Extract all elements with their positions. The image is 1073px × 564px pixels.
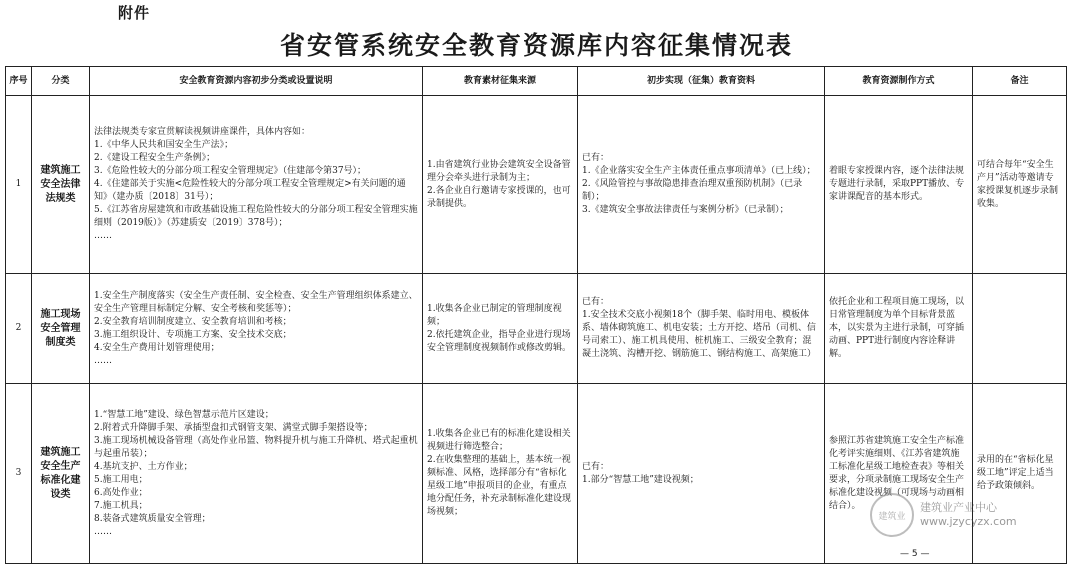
table-header-row [6, 67, 1067, 96]
materials-line: 已有： [582, 461, 610, 472]
row-num: 1 [6, 96, 32, 274]
attachment-label: 附件 [118, 4, 151, 22]
materials-line: 2.《风险管控与事故隐患排查治理双重预防机制》（已录制）； [582, 179, 803, 202]
row-category: 建筑施工安全生产标准化建设类 [32, 384, 90, 564]
col-header-source: 教育素材征集来源 [423, 67, 578, 96]
source-line: 2.依托建筑企业，指导企业进行现场安全管理制度视频制作或修改剪辑。 [427, 329, 572, 353]
materials-line: 已有： [582, 153, 610, 163]
materials-line: 3.《建筑安全事故法律责任与案例分析》（已录制）； [582, 205, 789, 215]
row-num: 3 [6, 384, 32, 564]
watermark-logo-icon: 建筑业 [870, 493, 914, 537]
row-source [423, 96, 578, 274]
row-method: 参照江苏省建筑施工安全生产标准化考评实施细则、《江苏省建筑施工标准化星级工地检查表》等相关要求，分项录制施工现场安全生产标准化建设视频（可现场与动画相结合）。 [825, 384, 973, 564]
table-row [6, 96, 1067, 274]
description-line: 3.《危险性较大的分部分项工程安全管理规定》（住建部令第37号）； [94, 166, 367, 176]
table-row [6, 274, 1067, 384]
row-method: 着眼专家授课内容，逐个法律法规专题进行录制，采取PPT播放、专家讲课配音的基本形式。 [825, 96, 973, 274]
page-title: 省安管系统安全教育资源库内容征集情况表 [279, 31, 793, 60]
row-num: 2 [6, 274, 32, 384]
description-line: 法律法规类专家宣贯解读视频讲座课件，具体内容如： [94, 127, 311, 137]
description-line: …… [94, 231, 112, 241]
row-category: 建筑施工安全法律法规类 [32, 96, 90, 274]
materials-line: 1.《企业落实安全生产主体责任重点事项清单》（已上线）； [582, 166, 816, 176]
source-line: 1.由省建筑行业协会建筑安全设备管理分会牵头进行录制为主； [427, 159, 571, 183]
description-line: 6.高处作业； [94, 487, 148, 498]
row-method: 依托企业和工程项目施工现场，以日常管理制度为单个目标背景蓝本，以实景为主进行录制，可穿插动画、PPT进行制度内容诠释讲解。 [825, 274, 973, 384]
source-line: 2.各企业自行邀请专家授课的，也可录制提供。 [427, 185, 571, 209]
source-line: 2.在收集整理的基础上，基本统一视频标准、风格，选择部分有“省标化星级工地”申报项目的企业，有重点地分配任务，补充录制标准化建设现场视频； [427, 455, 572, 517]
description-line: 1.安全生产制度落实（安全生产责任制、安全检查、安全生产管理组织体系建立、安全生产管理目标制定分解、安全考核和奖惩等）； [94, 290, 418, 314]
row-materials [578, 96, 825, 274]
description-line: 2.《建设工程安全生产条例》； [94, 153, 216, 163]
watermark [870, 490, 1060, 540]
materials-line: 1.安全技术交底小视频18个（脚手架、临时用电、模板体系、墙体砌筑施工、机电安装；土方开挖、塔吊（司机、信号司索工）、施工机具使用、桩机施工、三级安全教育；混凝土浇筑、沟槽开挖、钢筋施工、钢结构施工、高架施工） [582, 310, 817, 359]
materials-line: 1.部分“智慧工地”建设视频； [582, 474, 699, 485]
description-line: 1.“智慧工地”建设、绿色智慧示范片区建设； [94, 409, 274, 420]
description-line: 4.安全生产费用计划管理使用； [94, 342, 220, 353]
row-materials [578, 384, 825, 564]
col-header-materials: 初步实现（征集）教育资料 [578, 67, 825, 96]
watermark-name: 建筑业产业中心 [920, 501, 997, 514]
description-line: 5.施工用电； [94, 474, 148, 485]
page-number: — 5 — [900, 549, 930, 559]
description-line: 4.基坑支护、土方作业； [94, 461, 193, 472]
col-header-description: 安全教育资源内容初步分类或设置说明 [90, 67, 423, 96]
row-materials [578, 274, 825, 384]
col-header-num: 序号 [6, 67, 32, 96]
description-line: 3.施工组织设计、专项施工方案、安全技术交底； [94, 329, 292, 340]
source-line: 1.收集各企业已有的标准化建设相关视频进行筛选整合； [427, 429, 571, 452]
col-header-category: 分类 [32, 67, 90, 96]
description-line: 5.《江苏省房屋建筑和市政基础设施工程危险性较大的分部分项工程安全管理实施细则（2019版）》（苏建质安〔2019〕378号）； [94, 205, 418, 228]
description-line: 1.《中华人民共和国安全生产法》； [94, 140, 234, 150]
row-remark [973, 274, 1067, 384]
description-line: 8.装备式建筑质量安全管理； [94, 513, 211, 524]
row-source [423, 274, 578, 384]
row-source [423, 384, 578, 564]
col-header-method: 教育资源制作方式 [825, 67, 973, 96]
row-remark: 可结合每年“安全生产月”活动等邀请专家授课复机逐步录制收集。 [973, 96, 1067, 274]
description-line: 3.施工现场机械设备管理（高处作业吊篮、物料提升机与施工升降机、塔式起重机与起重吊装）； [94, 435, 418, 459]
description-line: …… [94, 526, 112, 537]
source-line: 1.收集各企业已制定的管理制度视频； [427, 303, 562, 327]
row-remark: 录用的在“省标化星级工地”评定上适当给予政策倾斜。 [973, 384, 1067, 564]
description-line: 2.附着式升降脚手架、承插型盘扣式钢管支架、满堂式脚手架搭设等； [94, 422, 373, 433]
description-line: 2.安全教育培训制度建立、安全教育培训和考核； [94, 316, 292, 327]
description-line: …… [94, 355, 112, 366]
watermark-url: www.jzycyzx.com [920, 515, 1017, 528]
row-description [90, 384, 423, 564]
row-description [90, 96, 423, 274]
row-category: 施工现场安全管理制度类 [32, 274, 90, 384]
materials-line: 已有： [582, 297, 610, 307]
row-description [90, 274, 423, 384]
col-header-remark: 备注 [973, 67, 1067, 96]
description-line: 7.施工机具； [94, 500, 148, 511]
description-line: 4.《住建部关于实施<危险性较大的分部分项工程安全管理规定>有关问题的通知》（建办质〔2018〕31号）； [94, 179, 406, 202]
